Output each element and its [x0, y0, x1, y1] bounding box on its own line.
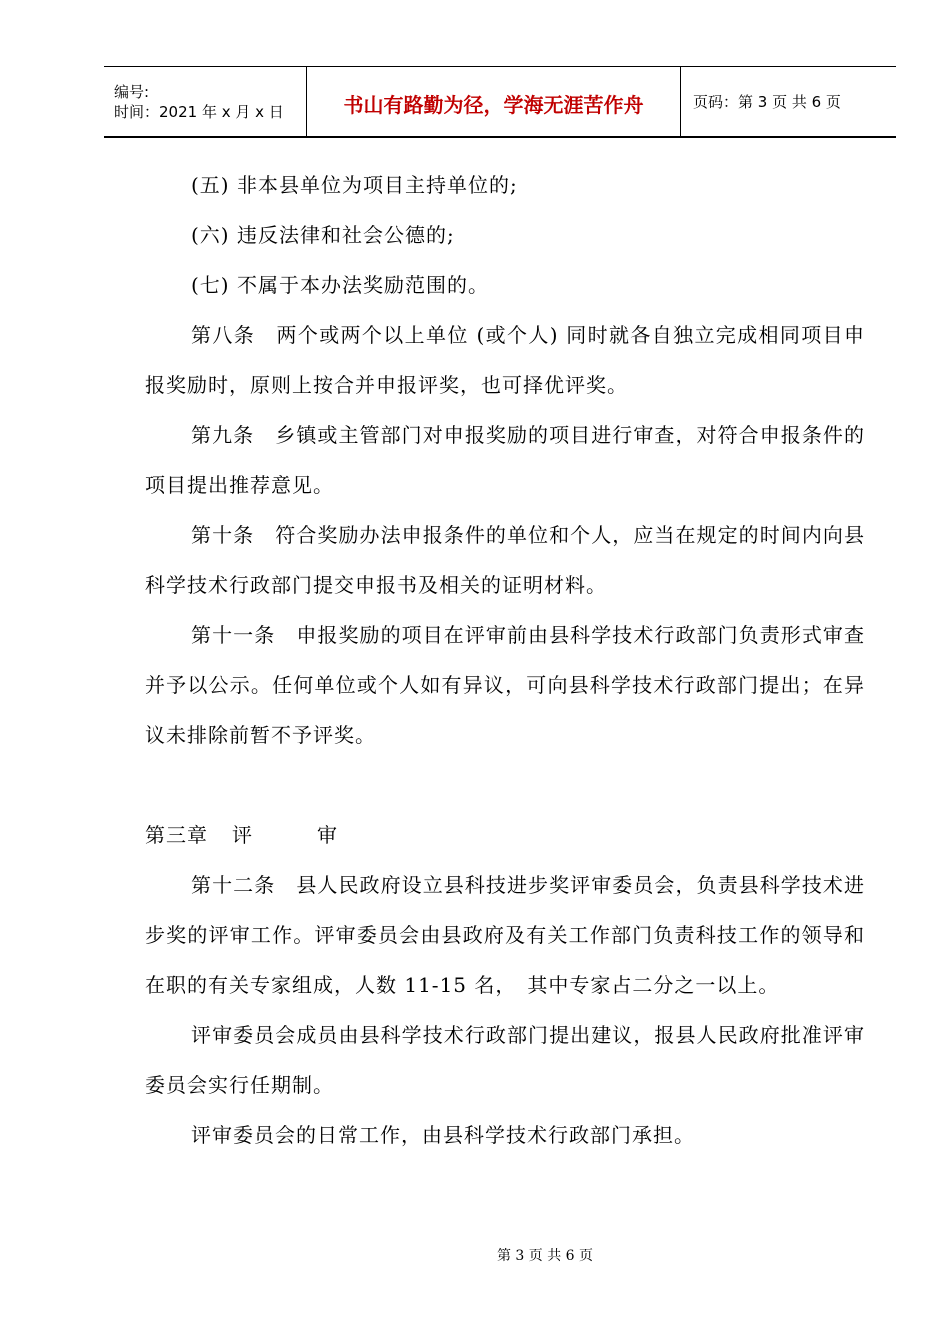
- article-10: 第十条 符合奖励办法申报条件的单位和个人，应当在规定的时间内向县科学技术行政部门提交申报书及相关的证明材料。: [145, 523, 865, 597]
- committee-paragraph: 评审委员会成员由县科学技术行政部门提出建议，报县人民政府批准评审委员会实行任期制。: [145, 1023, 865, 1097]
- motto-text: 书山有路勤为径，学海无涯苦作舟: [343, 93, 644, 117]
- chapter-number: 第三章: [145, 823, 208, 847]
- page-footer: [0, 1245, 950, 1265]
- document-body: [145, 160, 865, 1160]
- article-8: 第八条 两个或两个以上单位 (或个人) 同时就各自独立完成相同项目申报奖励时，原则上按合并申报评奖，也可择优评奖。: [145, 323, 865, 397]
- section-spacer: [145, 760, 865, 810]
- header-motto: [307, 67, 681, 136]
- header-page-number: 页码：第 3 页 共 6 页: [693, 93, 841, 111]
- chapter-title-part1: 评: [232, 823, 253, 847]
- document-number: 编号:: [114, 82, 150, 101]
- clause-item: (五) 非本县单位为项目主持单位的;: [191, 173, 518, 197]
- article-11: 第十一条 申报奖励的项目在评审前由县科学技术行政部门负责形式审查并予以公示。任何单位或个人如有异议，可向县科学技术行政部门提出；在异议未排除前暂不予评奖。: [145, 623, 865, 747]
- article-9: 第九条 乡镇或主管部门对申报奖励的项目进行审查，对符合申报条件的项目提出推荐意见。: [145, 423, 865, 497]
- chapter-heading: [145, 810, 865, 860]
- document-date: 时间：2021 年 x 月 x 日: [114, 102, 284, 121]
- committee-paragraph: 评审委员会的日常工作，由县科学技术行政部门承担。: [191, 1123, 695, 1147]
- header-page-info: [681, 67, 896, 136]
- page-header: [104, 66, 896, 138]
- clause-item: (七) 不属于本办法奖励范围的。: [191, 273, 489, 297]
- header-meta: [104, 67, 307, 136]
- chapter-title-part2: 审: [317, 823, 338, 847]
- article-12: 第十二条 县人民政府设立县科技进步奖评审委员会，负责县科学技术进步奖的评审工作。评审委员会由县政府及有关工作部门负责科技工作的领导和在职的有关专家组成，人数 11-15 名， 其中专家占二分之一以上。: [145, 873, 865, 997]
- footer-page-number: 第 3 页 共 6 页: [496, 1248, 594, 1264]
- clause-item: (六) 违反法律和社会公德的;: [191, 223, 455, 247]
